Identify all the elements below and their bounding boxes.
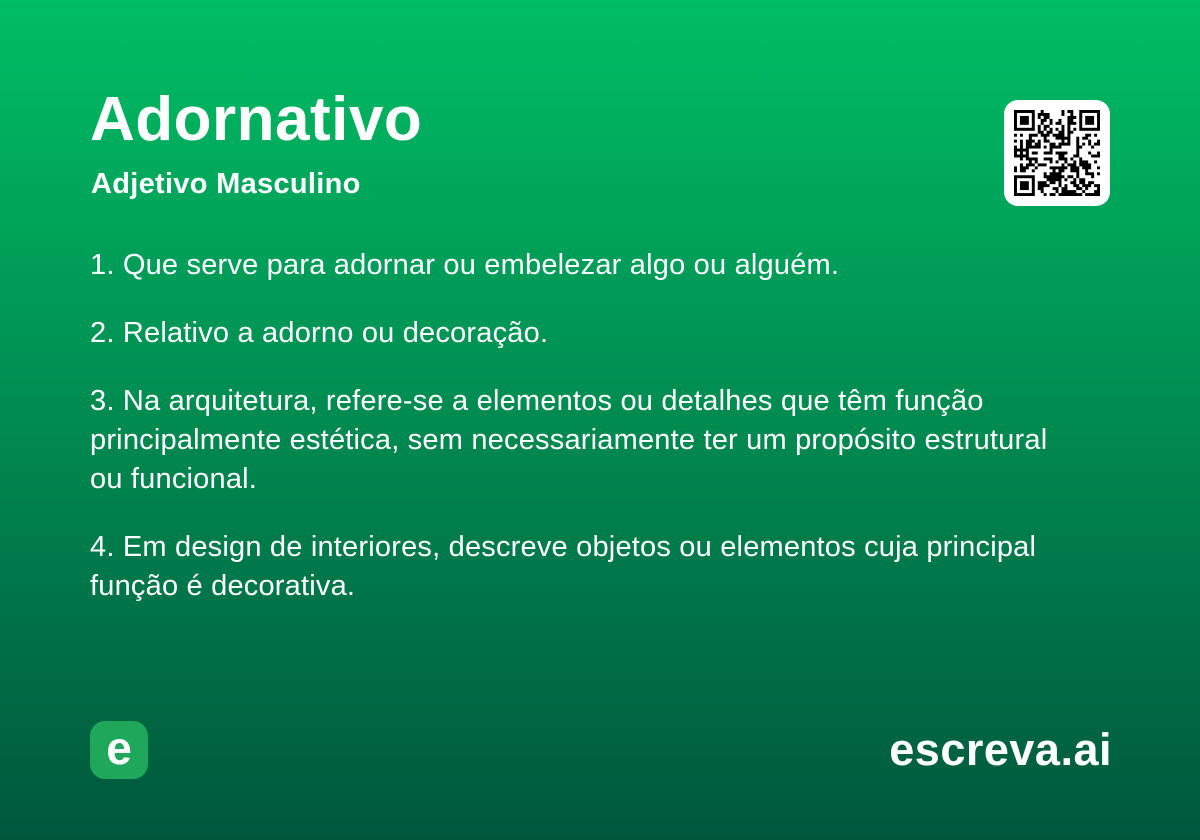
definitions-list — [90, 246, 1080, 635]
word-category: Adjetivo Masculino — [91, 168, 361, 200]
definition-item-1: 1. Que serve para adornar ou embelezar algo ou alguém. — [90, 249, 840, 281]
word-title: Adornativo — [90, 85, 423, 154]
definition-item-4: 4. Em design de interiores, descreve objetos ou elementos cuja principal função é decorativa. — [90, 531, 1037, 602]
escreva-logo-icon — [90, 721, 148, 779]
qr-code-icon[interactable] — [1004, 100, 1110, 206]
brand-name: escreva.ai — [889, 724, 1112, 775]
definition-item-3: 3. Na arquitetura, refere-se a elementos ou detalhes que têm função principalmente estética, sem necessariamente ter um propósito estrutural ou funcional. — [90, 385, 1048, 495]
definition-item-2: 2. Relativo a adorno ou decoração. — [90, 317, 549, 349]
logo-letter: e — [106, 722, 132, 774]
qr-code-pattern — [1014, 110, 1100, 196]
